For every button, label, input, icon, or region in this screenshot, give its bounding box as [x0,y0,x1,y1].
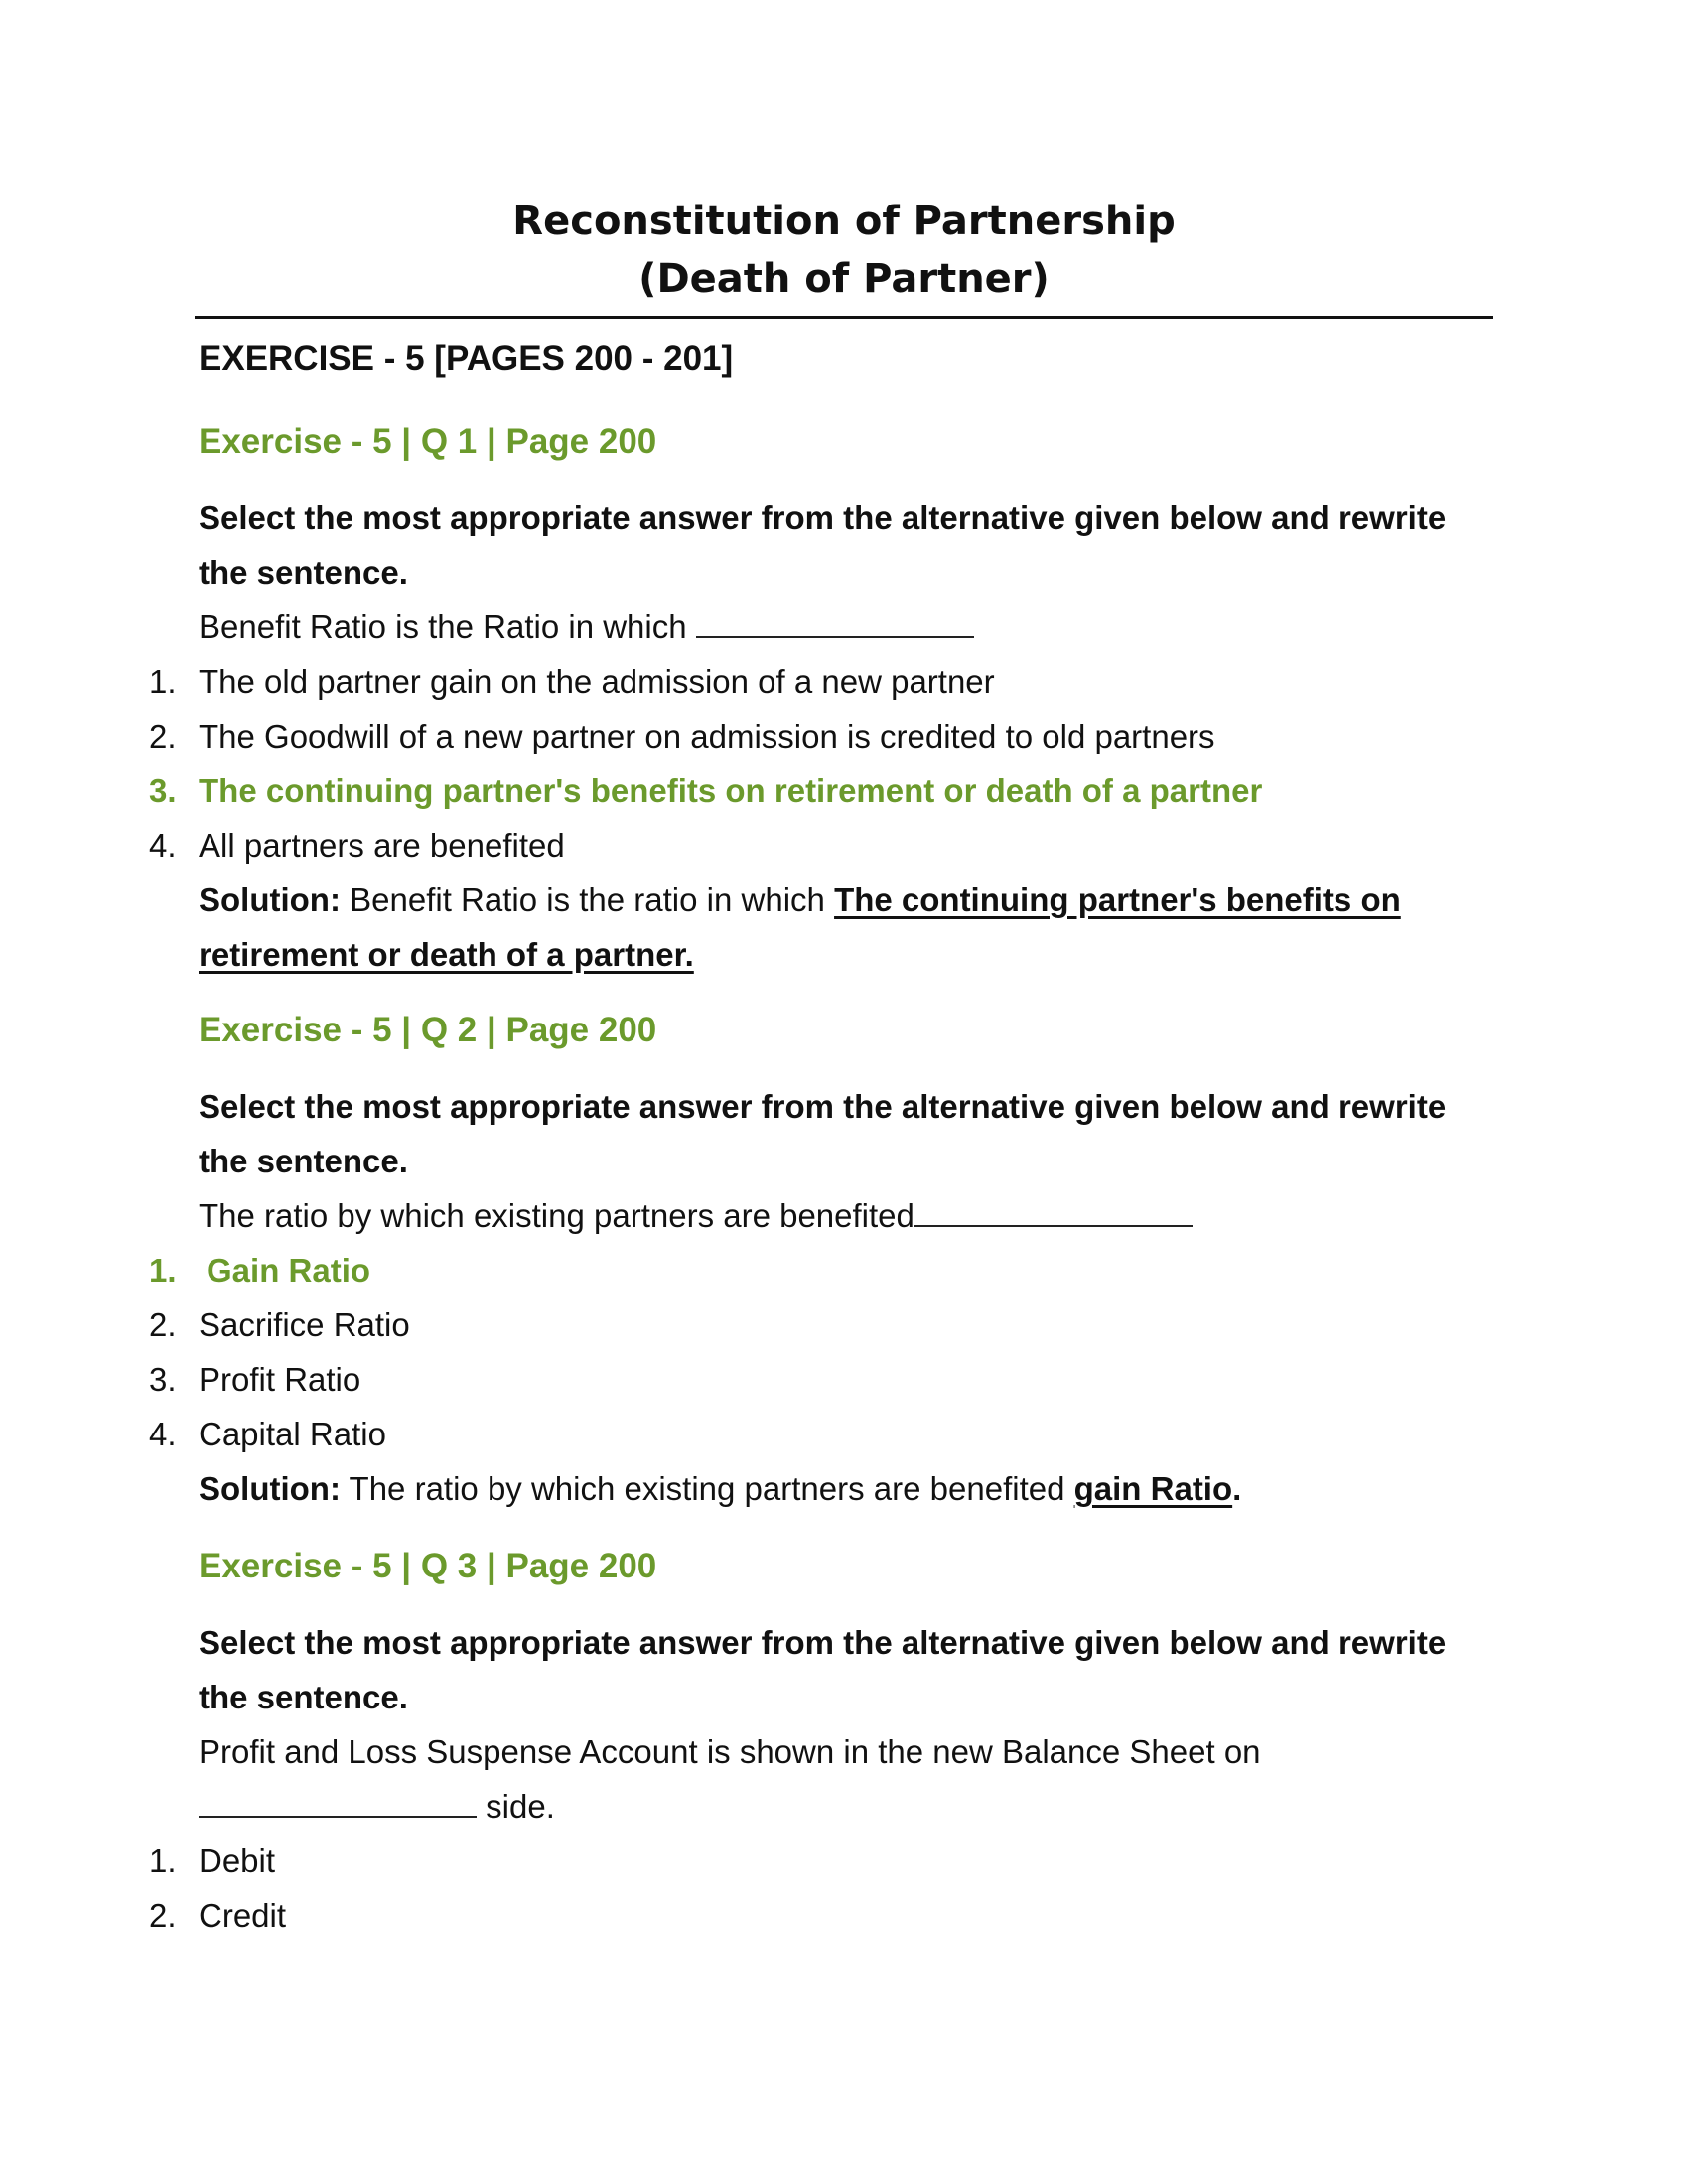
page-subtitle: (Death of Partner) [638,256,1050,302]
answer-blank [696,611,974,638]
option-text: Credit [199,1897,287,1934]
instruction-text: the sentence. [199,1143,408,1179]
question-prompt: side. [199,1788,555,1826]
question-header: Exercise - 5 | Q 2 | Page 200 [199,1011,657,1049]
option-text: Profit Ratio [199,1361,361,1398]
solution-text: Solution: Benefit Ratio is the ratio in which The continuing partner's benefits on [199,882,1401,918]
solution-answer: retirement or death of a partner. [199,936,694,973]
question-prompt: The ratio by which existing partners are benefited [199,1197,1193,1235]
option-number: 4. [149,827,177,864]
instruction-text: the sentence. [199,1679,408,1715]
answer-blank [199,1790,477,1818]
page-title: Reconstitution of Partnership [512,199,1176,244]
exercise-header: EXERCISE - 5 [PAGES 200 - 201] [199,340,734,378]
instruction-text: the sentence. [199,554,408,591]
option-number-correct: 1. [149,1252,177,1289]
solution-answer: gain Ratio [1073,1470,1233,1507]
instruction-text: Select the most appropriate answer from the alternative given below and rewrite [199,1088,1447,1125]
option-text: All partners are benefited [199,827,565,864]
solution-answer: The continuing partner's benefits on [834,882,1401,918]
option-number: 1. [149,1843,177,1879]
option-number: 2. [149,1897,177,1934]
solution-text: Solution: The ratio by which existing partners are benefited gain Ratio. [199,1470,1242,1507]
title-divider [195,316,1493,319]
option-number: 4. [149,1416,177,1452]
question-header: Exercise - 5 | Q 3 | Page 200 [199,1547,657,1585]
option-number-correct: 3. [149,772,177,809]
answer-blank [914,1199,1193,1227]
option-number: 3. [149,1361,177,1398]
option-text: The old partner gain on the admission of a new partner [199,663,995,700]
option-number: 2. [149,1306,177,1343]
question-prompt: Profit and Loss Suspense Account is shown in the new Balance Sheet on [199,1733,1261,1770]
option-text: Sacrifice Ratio [199,1306,410,1343]
question-prompt: Benefit Ratio is the Ratio in which [199,609,974,646]
option-number: 2. [149,718,177,754]
option-text: Debit [199,1843,276,1879]
instruction-text: Select the most appropriate answer from the alternative given below and rewrite [199,499,1447,536]
option-number: 1. [149,663,177,700]
option-text: Capital Ratio [199,1416,386,1452]
instruction-text: Select the most appropriate answer from the alternative given below and rewrite [199,1624,1447,1661]
option-text-correct: The continuing partner's benefits on retirement or death of a partner [199,772,1263,809]
option-text: The Goodwill of a new partner on admission is credited to old partners [199,718,1215,754]
option-text-correct: Gain Ratio [207,1252,371,1289]
question-header: Exercise - 5 | Q 1 | Page 200 [199,422,657,461]
